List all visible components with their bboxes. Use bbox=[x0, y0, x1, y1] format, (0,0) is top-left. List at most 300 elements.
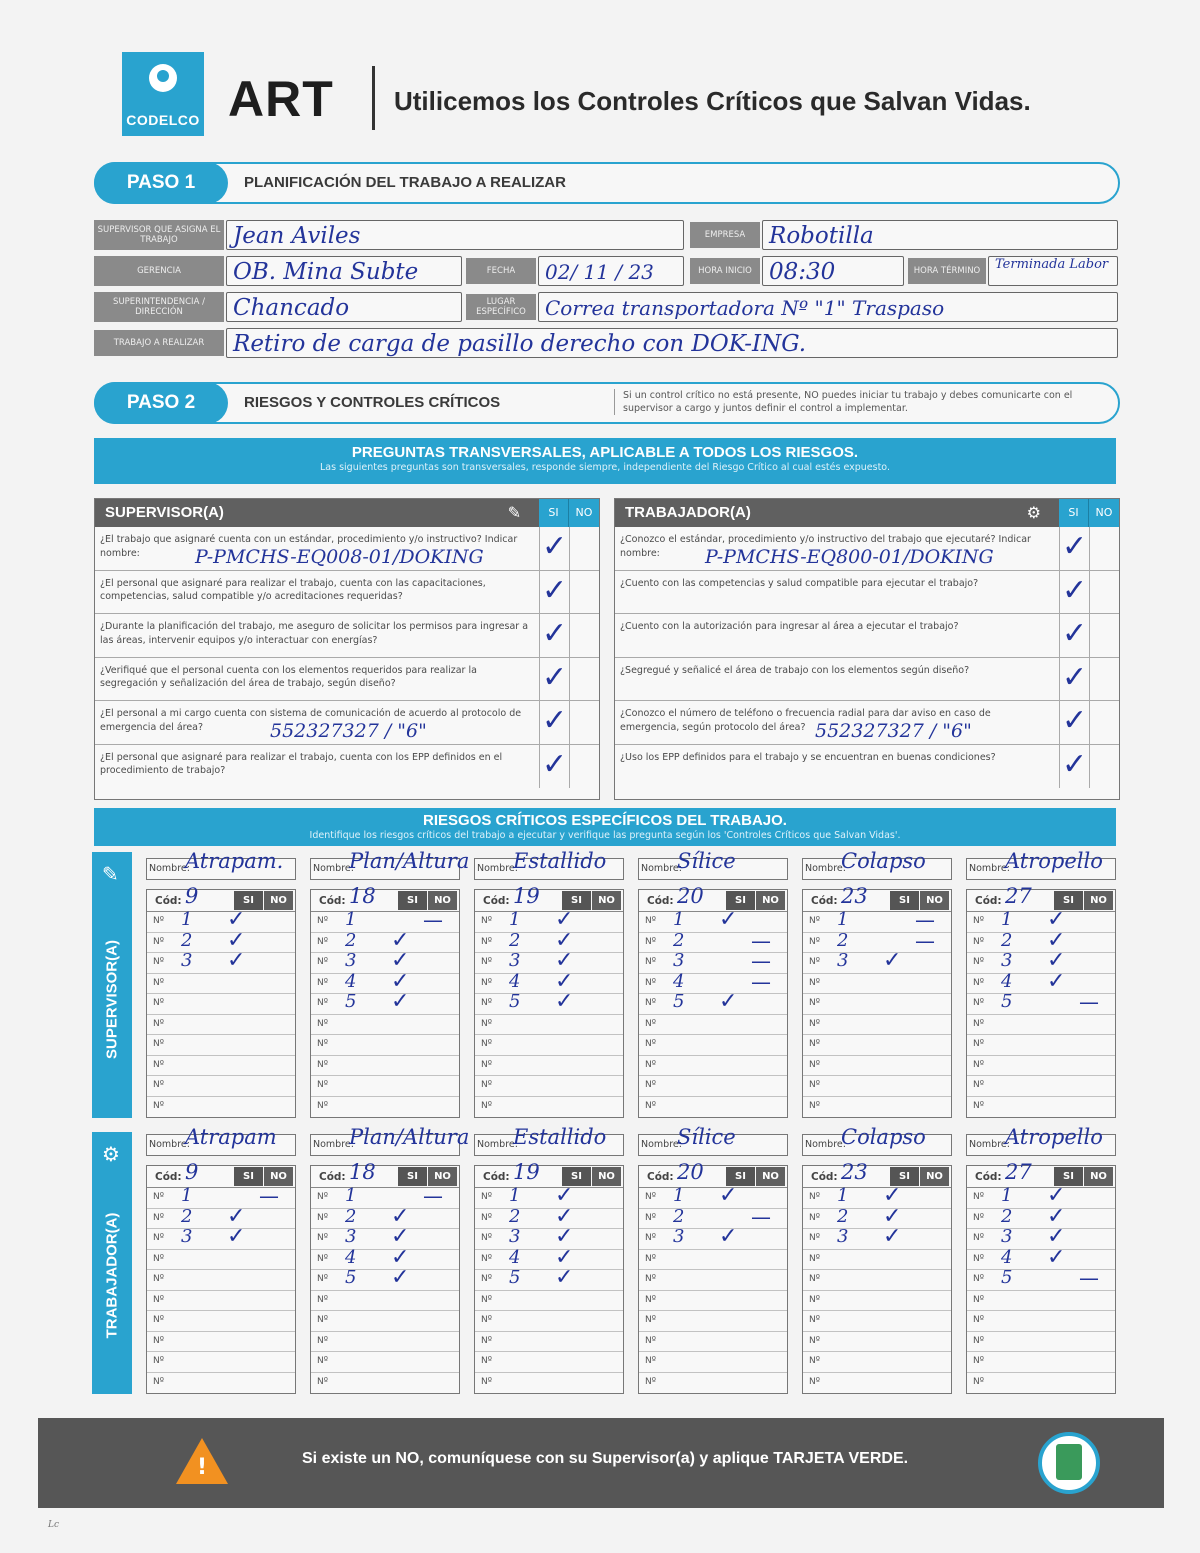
no-column-header: NO bbox=[1089, 499, 1119, 527]
riesgo-row[interactable] bbox=[803, 928, 951, 954]
n-label: Nº bbox=[317, 957, 328, 967]
paso1-header bbox=[94, 162, 1120, 204]
riesgo-row[interactable] bbox=[967, 1373, 1115, 1394]
n-value: 1 bbox=[345, 1185, 357, 1206]
n-label: Nº bbox=[153, 1233, 164, 1243]
paso2-badge: PASO 2 bbox=[94, 382, 228, 424]
riesgo-row[interactable] bbox=[475, 907, 623, 933]
no-column-header: NO bbox=[920, 1167, 949, 1186]
riesgo-row[interactable] bbox=[311, 1097, 459, 1118]
check-mark-icon: ✓ bbox=[391, 1203, 410, 1229]
riesgo-row[interactable] bbox=[803, 1203, 951, 1230]
no-column-header: NO bbox=[756, 1167, 785, 1186]
no-checkbox[interactable] bbox=[569, 527, 599, 570]
question-text: ¿El personal que asignaré para realizar el trabajo, cuenta con las capacitaciones, competencias, salud compatible y/o acreditaciones requeridas? bbox=[100, 577, 486, 602]
riesgo-row[interactable] bbox=[967, 948, 1115, 974]
warning-exclamation: ! bbox=[197, 1455, 208, 1480]
question-text: ¿Verifiqué que el personal cuenta con los elementos requeridos para realizar la segregación y señalización del área de trabajo, según diseño? bbox=[100, 664, 477, 689]
n-label: Nº bbox=[317, 1100, 328, 1111]
check-mark-icon: ✓ bbox=[1062, 703, 1088, 738]
riesgo-row[interactable] bbox=[147, 1015, 295, 1036]
fecha-label: FECHA bbox=[466, 258, 536, 284]
n-label: Nº bbox=[317, 1080, 328, 1090]
riesgo-nombre-field[interactable] bbox=[966, 1125, 1116, 1156]
riesgo-row[interactable] bbox=[147, 1352, 295, 1373]
check-mark-icon: ✓ bbox=[1062, 572, 1088, 608]
riesgo-row[interactable] bbox=[803, 994, 951, 1015]
riesgo-row[interactable] bbox=[639, 989, 787, 1015]
si-checkbox[interactable] bbox=[1059, 571, 1089, 614]
riesgo-row[interactable] bbox=[475, 1332, 623, 1353]
check-mark-icon: ✓ bbox=[719, 1183, 738, 1208]
dash-mark-icon: — bbox=[751, 969, 771, 994]
riesgo-row[interactable] bbox=[475, 1224, 623, 1250]
check-mark-icon: ✓ bbox=[1062, 616, 1088, 651]
riesgo-row[interactable] bbox=[639, 1097, 787, 1118]
n-label: Nº bbox=[317, 1294, 328, 1305]
riesgo-row[interactable] bbox=[967, 907, 1115, 933]
n-label: Nº bbox=[153, 998, 164, 1008]
no-checkbox[interactable] bbox=[1089, 745, 1119, 788]
riesgo-row[interactable] bbox=[967, 1224, 1115, 1250]
n-label: Nº bbox=[153, 1212, 164, 1223]
no-column-header: NO bbox=[756, 891, 785, 910]
n-label: Nº bbox=[809, 1233, 820, 1243]
n-label: Nº bbox=[317, 1059, 328, 1070]
n-label: Nº bbox=[973, 1376, 984, 1387]
cod-label: Cód: bbox=[319, 895, 346, 907]
footer-text: Si existe un NO, comuníquese con su Supervisor(a) y aplique TARJETA VERDE. bbox=[302, 1450, 909, 1467]
check-mark-icon: ✓ bbox=[555, 1244, 574, 1270]
riesgo-row[interactable] bbox=[311, 989, 459, 1015]
riesgo-card bbox=[802, 849, 952, 1118]
n-label: Nº bbox=[973, 977, 984, 988]
riesgo-nombre-field[interactable] bbox=[146, 1125, 296, 1156]
n-value: 3 bbox=[509, 950, 521, 971]
riesgo-nombre-field[interactable] bbox=[802, 849, 952, 880]
check-mark-icon: ✓ bbox=[542, 529, 568, 564]
si-checkbox[interactable] bbox=[1059, 614, 1089, 657]
riesgo-row[interactable] bbox=[311, 1184, 459, 1209]
riesgo-row[interactable] bbox=[803, 974, 951, 995]
riesgo-row[interactable] bbox=[475, 1265, 623, 1291]
empresa-field[interactable] bbox=[762, 220, 1118, 250]
cod-label: Cód: bbox=[975, 895, 1002, 907]
riesgo-nombre-value: Estallido bbox=[513, 1125, 607, 1149]
riesgo-row[interactable] bbox=[311, 908, 459, 933]
n-label: Nº bbox=[973, 1335, 984, 1346]
riesgo-row[interactable] bbox=[311, 1373, 459, 1394]
riesgo-row[interactable] bbox=[967, 1332, 1115, 1353]
n-label: Nº bbox=[317, 998, 328, 1008]
riesgo-nombre-field[interactable] bbox=[474, 849, 624, 880]
riesgo-row[interactable] bbox=[803, 1183, 951, 1209]
riesgo-row[interactable] bbox=[803, 1056, 951, 1077]
nombre-label: Nombre: bbox=[969, 863, 1010, 874]
riesgo-row[interactable] bbox=[147, 1097, 295, 1118]
no-checkbox[interactable] bbox=[1089, 614, 1119, 657]
riesgo-row[interactable] bbox=[147, 907, 295, 933]
si-checkbox[interactable] bbox=[539, 701, 569, 744]
riesgo-nombre-field[interactable] bbox=[310, 849, 470, 880]
riesgos-title: RIESGOS CRÍTICOS ESPECÍFICOS DEL TRABAJO. bbox=[423, 812, 787, 829]
riesgo-row[interactable] bbox=[639, 1332, 787, 1353]
n-label: Nº bbox=[645, 1274, 656, 1284]
no-checkbox[interactable] bbox=[1089, 571, 1119, 614]
riesgo-row[interactable] bbox=[147, 1076, 295, 1097]
no-column-header: NO bbox=[569, 499, 599, 527]
riesgo-row[interactable] bbox=[639, 1352, 787, 1373]
no-checkbox[interactable] bbox=[569, 701, 599, 744]
n-value: 3 bbox=[1001, 950, 1013, 971]
riesgo-row[interactable] bbox=[475, 1373, 623, 1394]
n-label: Nº bbox=[973, 1294, 984, 1305]
riesgo-row[interactable] bbox=[639, 1250, 787, 1271]
riesgo-row[interactable] bbox=[475, 948, 623, 974]
n-value: 4 bbox=[1001, 970, 1013, 992]
riesgo-row[interactable] bbox=[147, 927, 295, 954]
no-checkbox[interactable] bbox=[569, 614, 599, 657]
si-column-header: SI bbox=[234, 891, 263, 910]
riesgo-row[interactable] bbox=[147, 1373, 295, 1394]
cod-value: 19 bbox=[513, 1160, 540, 1184]
riesgo-nombre-field[interactable] bbox=[638, 1125, 788, 1156]
riesgo-row[interactable] bbox=[147, 994, 295, 1015]
codelco-logo bbox=[122, 52, 204, 136]
question-answer[interactable]: P-PMCHS-EQ008-01/DOKING bbox=[195, 546, 484, 568]
supervisor-questions-table bbox=[94, 498, 600, 800]
n-label: Nº bbox=[481, 1080, 492, 1090]
riesgo-row[interactable] bbox=[311, 927, 459, 954]
riesgo-row[interactable] bbox=[475, 1076, 623, 1097]
riesgo-row[interactable] bbox=[639, 1035, 787, 1056]
trabajador-table-header bbox=[615, 499, 1119, 527]
question-answer[interactable]: 552327327 / "6" bbox=[270, 720, 427, 742]
riesgo-row[interactable] bbox=[475, 1352, 623, 1373]
riesgo-row[interactable] bbox=[803, 1250, 951, 1271]
riesgo-row[interactable] bbox=[311, 1332, 459, 1353]
question-answer[interactable]: P-PMCHS-EQ800-01/DOKING bbox=[705, 546, 994, 568]
riesgo-row[interactable] bbox=[147, 1270, 295, 1291]
riesgo-row[interactable] bbox=[967, 1076, 1115, 1097]
n-label: Nº bbox=[645, 957, 656, 967]
riesgo-row[interactable] bbox=[967, 1266, 1115, 1291]
n-label: Nº bbox=[809, 1253, 820, 1264]
n-label: Nº bbox=[481, 936, 492, 947]
n-label: Nº bbox=[481, 1335, 492, 1346]
riesgo-grid-header bbox=[639, 1160, 787, 1188]
riesgo-row[interactable] bbox=[475, 1097, 623, 1118]
dash-mark-icon: — bbox=[423, 1184, 443, 1208]
riesgo-row[interactable] bbox=[967, 1291, 1115, 1312]
nombre-label: Nombre: bbox=[641, 1139, 682, 1150]
si-checkbox[interactable] bbox=[539, 571, 569, 614]
si-checkbox[interactable] bbox=[539, 658, 569, 701]
si-checkbox[interactable] bbox=[1059, 527, 1089, 570]
riesgo-grid bbox=[146, 1160, 296, 1394]
no-checkbox[interactable] bbox=[1089, 527, 1119, 570]
riesgo-row[interactable] bbox=[311, 1224, 459, 1250]
si-column-header: SI bbox=[1054, 1167, 1083, 1186]
riesgo-row[interactable] bbox=[803, 1015, 951, 1036]
n-label: Nº bbox=[645, 1253, 656, 1264]
question-row bbox=[95, 745, 599, 789]
riesgo-row[interactable] bbox=[147, 1035, 295, 1056]
riesgo-row[interactable] bbox=[311, 1244, 459, 1271]
n-label: Nº bbox=[809, 1294, 820, 1305]
riesgo-grid bbox=[802, 1160, 952, 1394]
n-label: Nº bbox=[809, 1356, 820, 1366]
riesgo-nombre-field[interactable] bbox=[310, 1125, 470, 1156]
check-mark-icon: ✓ bbox=[555, 927, 574, 953]
si-checkbox[interactable] bbox=[1059, 701, 1089, 744]
riesgo-row[interactable] bbox=[311, 1035, 459, 1056]
riesgo-row[interactable] bbox=[475, 1183, 623, 1209]
fecha-field[interactable] bbox=[538, 256, 684, 286]
trabajo-field[interactable] bbox=[226, 328, 1118, 358]
si-checkbox[interactable] bbox=[1059, 658, 1089, 701]
n-label: Nº bbox=[973, 1192, 984, 1202]
riesgo-grid-header bbox=[475, 1160, 623, 1188]
supervisor-value: Jean Aviles bbox=[233, 223, 361, 249]
riesgo-card bbox=[966, 1125, 1116, 1394]
gerencia-field[interactable] bbox=[226, 256, 462, 286]
hora-termino-field[interactable] bbox=[988, 256, 1118, 286]
riesgo-row[interactable] bbox=[311, 1203, 459, 1230]
riesgo-row[interactable] bbox=[311, 1265, 459, 1291]
riesgo-row[interactable] bbox=[967, 1352, 1115, 1373]
nombre-label: Nombre: bbox=[969, 1139, 1010, 1150]
n-value: 3 bbox=[509, 1226, 521, 1247]
riesgo-row[interactable] bbox=[475, 968, 623, 995]
riesgo-row[interactable] bbox=[803, 948, 951, 974]
riesgo-row[interactable] bbox=[311, 1076, 459, 1097]
riesgo-row[interactable] bbox=[803, 1097, 951, 1118]
question-text: ¿Durante la planificación del trabajo, me aseguro de solicitar los permisos para ingresar a las áreas, intervenir equipos y/o interactuar con energías? bbox=[100, 621, 529, 646]
no-checkbox[interactable] bbox=[569, 571, 599, 614]
n-label: Nº bbox=[481, 998, 492, 1008]
riesgo-row[interactable] bbox=[311, 968, 459, 995]
nombre-label: Nombre: bbox=[641, 863, 682, 874]
riesgo-row[interactable] bbox=[639, 1204, 787, 1230]
supervisor-field[interactable] bbox=[226, 220, 684, 250]
riesgo-row[interactable] bbox=[311, 1352, 459, 1373]
riesgo-row[interactable] bbox=[147, 1311, 295, 1332]
check-mark-icon: ✓ bbox=[555, 968, 574, 994]
riesgo-row[interactable] bbox=[475, 1244, 623, 1271]
riesgo-grid bbox=[802, 884, 952, 1118]
riesgo-row[interactable] bbox=[147, 1184, 295, 1209]
riesgo-row[interactable] bbox=[311, 1311, 459, 1332]
riesgo-row[interactable] bbox=[311, 1056, 459, 1077]
riesgo-row[interactable] bbox=[147, 974, 295, 995]
no-checkbox[interactable] bbox=[1089, 701, 1119, 744]
riesgo-nombre-field[interactable] bbox=[966, 849, 1116, 880]
riesgo-row[interactable] bbox=[967, 1035, 1115, 1056]
no-column-header: NO bbox=[428, 891, 457, 910]
riesgo-row[interactable] bbox=[967, 1015, 1115, 1036]
riesgo-row[interactable] bbox=[803, 1270, 951, 1291]
n-value: 1 bbox=[181, 909, 193, 930]
riesgo-row[interactable] bbox=[639, 1224, 787, 1250]
check-mark-icon: ✓ bbox=[555, 948, 574, 973]
n-value: 3 bbox=[181, 950, 193, 971]
n-label: Nº bbox=[973, 957, 984, 967]
si-checkbox[interactable] bbox=[539, 614, 569, 657]
riesgo-row[interactable] bbox=[803, 1352, 951, 1373]
check-mark-icon: ✓ bbox=[883, 1224, 902, 1249]
riesgo-row[interactable] bbox=[311, 1015, 459, 1036]
riesgo-row[interactable] bbox=[803, 1332, 951, 1353]
riesgo-row[interactable] bbox=[803, 1311, 951, 1332]
riesgo-row[interactable] bbox=[967, 1056, 1115, 1077]
riesgo-row[interactable] bbox=[475, 1203, 623, 1230]
gear-icon: ⚙ bbox=[1026, 503, 1041, 522]
si-column-header: SI bbox=[234, 1167, 263, 1186]
riesgo-row[interactable] bbox=[803, 1291, 951, 1312]
check-mark-icon: ✓ bbox=[391, 1265, 410, 1290]
riesgo-row[interactable] bbox=[311, 948, 459, 974]
cod-value: 23 bbox=[841, 1160, 868, 1184]
riesgo-row[interactable] bbox=[147, 1203, 295, 1230]
riesgo-row[interactable] bbox=[147, 1250, 295, 1271]
n-value: 3 bbox=[837, 1226, 849, 1247]
check-mark-icon: ✓ bbox=[1047, 1183, 1066, 1208]
cod-label: Cód: bbox=[319, 1171, 346, 1183]
no-column-header: NO bbox=[1084, 1167, 1113, 1186]
no-column-header: NO bbox=[592, 1167, 621, 1186]
dash-mark-icon: — bbox=[751, 928, 771, 953]
riesgo-row[interactable] bbox=[803, 1373, 951, 1394]
superintendencia-field[interactable] bbox=[226, 292, 462, 322]
no-column-header: NO bbox=[264, 1167, 293, 1186]
riesgo-row[interactable] bbox=[967, 990, 1115, 1015]
riesgo-row[interactable] bbox=[475, 989, 623, 1015]
riesgo-row[interactable] bbox=[147, 1224, 295, 1250]
riesgo-row[interactable] bbox=[475, 1015, 623, 1036]
riesgo-row[interactable] bbox=[639, 969, 787, 995]
question-text: ¿Conozco el número de teléfono o frecuencia radial para dar aviso en caso de emergencia, según protocolo del área? bbox=[620, 708, 991, 733]
riesgo-grid bbox=[966, 1160, 1116, 1394]
riesgo-row[interactable] bbox=[147, 1056, 295, 1077]
question-row bbox=[615, 701, 1119, 745]
n-label: Nº bbox=[645, 1059, 656, 1070]
gerencia-label: GERENCIA bbox=[94, 256, 224, 286]
riesgo-row[interactable] bbox=[967, 1311, 1115, 1332]
riesgo-row[interactable] bbox=[639, 1311, 787, 1332]
no-checkbox[interactable] bbox=[1089, 658, 1119, 701]
riesgo-grid bbox=[966, 884, 1116, 1118]
n-value: 5 bbox=[673, 991, 685, 1012]
riesgo-nombre-field[interactable] bbox=[638, 849, 788, 880]
question-row bbox=[615, 658, 1119, 702]
riesgo-row[interactable] bbox=[967, 927, 1115, 954]
n-value: 2 bbox=[181, 929, 193, 951]
hora-inicio-label: HORA INICIO bbox=[690, 258, 760, 284]
question-row bbox=[615, 745, 1119, 789]
n-value: 3 bbox=[345, 950, 357, 971]
riesgo-row[interactable] bbox=[639, 1015, 787, 1036]
form-title: ART bbox=[228, 71, 334, 127]
riesgo-row[interactable] bbox=[803, 1035, 951, 1056]
question-text: ¿Segregué y señalicé el área de trabajo con los elementos según diseño? bbox=[620, 664, 970, 676]
n-label: Nº bbox=[481, 1039, 492, 1049]
riesgo-row[interactable] bbox=[639, 1291, 787, 1312]
n-label: Nº bbox=[645, 1315, 656, 1325]
riesgo-row[interactable] bbox=[803, 1224, 951, 1250]
n-value: 2 bbox=[837, 1205, 849, 1227]
riesgo-row[interactable] bbox=[475, 1291, 623, 1312]
si-checkbox[interactable] bbox=[539, 745, 569, 788]
riesgo-row[interactable] bbox=[967, 1097, 1115, 1118]
n-label: Nº bbox=[153, 1376, 164, 1387]
question-answer[interactable]: 552327327 / "6" bbox=[815, 720, 972, 742]
riesgo-row[interactable] bbox=[967, 1183, 1115, 1209]
question-text: ¿Cuento con la autorización para ingresar al área a ejecutar el trabajo? bbox=[620, 621, 959, 632]
question-row bbox=[95, 527, 599, 571]
n-label: Nº bbox=[317, 1274, 328, 1284]
riesgo-row[interactable] bbox=[147, 1332, 295, 1353]
riesgo-row[interactable] bbox=[475, 927, 623, 954]
riesgo-card bbox=[638, 1125, 788, 1394]
hora-termino-value: Terminada Labor bbox=[995, 257, 1109, 272]
riesgo-row[interactable] bbox=[475, 1035, 623, 1056]
riesgo-row[interactable] bbox=[475, 1311, 623, 1332]
riesgo-nombre-value: Atrapam bbox=[185, 1125, 277, 1149]
supervisor-sidebar-label: SUPERVISOR(A) bbox=[103, 940, 121, 1059]
riesgo-row[interactable] bbox=[803, 1076, 951, 1097]
riesgo-row[interactable] bbox=[639, 1056, 787, 1077]
riesgo-nombre-field[interactable] bbox=[802, 1125, 952, 1156]
n-label: Nº bbox=[317, 1376, 328, 1387]
n-value: 1 bbox=[1001, 909, 1013, 930]
n-value: 2 bbox=[345, 1205, 357, 1227]
riesgo-row[interactable] bbox=[967, 1203, 1115, 1230]
check-mark-icon: ✓ bbox=[883, 948, 902, 973]
riesgo-row[interactable] bbox=[639, 1076, 787, 1097]
riesgo-nombre-field[interactable] bbox=[474, 1125, 624, 1156]
riesgos-banner bbox=[94, 808, 1116, 846]
riesgo-card bbox=[966, 849, 1116, 1118]
riesgo-row[interactable] bbox=[639, 1270, 787, 1291]
dash-mark-icon: — bbox=[915, 908, 935, 932]
n-label: Nº bbox=[481, 1274, 492, 1284]
si-checkbox[interactable] bbox=[1059, 745, 1089, 788]
n-label: Nº bbox=[153, 916, 164, 926]
n-label: Nº bbox=[317, 1233, 328, 1243]
hora-inicio-field[interactable] bbox=[762, 256, 904, 286]
dash-mark-icon: — bbox=[1079, 990, 1099, 1014]
riesgo-row[interactable] bbox=[147, 948, 295, 974]
check-mark-icon: ✓ bbox=[719, 989, 738, 1014]
riesgo-row[interactable] bbox=[475, 1056, 623, 1077]
no-checkbox[interactable] bbox=[569, 658, 599, 701]
riesgo-row[interactable] bbox=[147, 1291, 295, 1312]
no-column-header: NO bbox=[592, 891, 621, 910]
n-label: Nº bbox=[645, 1233, 656, 1243]
n-label: Nº bbox=[317, 1315, 328, 1325]
riesgo-row[interactable] bbox=[639, 1373, 787, 1394]
si-checkbox[interactable] bbox=[539, 527, 569, 570]
riesgo-nombre-field[interactable] bbox=[146, 849, 296, 880]
lugar-field[interactable] bbox=[538, 292, 1118, 322]
n-value: 1 bbox=[181, 1185, 193, 1206]
riesgo-row[interactable] bbox=[311, 1291, 459, 1312]
no-checkbox[interactable] bbox=[569, 745, 599, 788]
no-column-header: NO bbox=[264, 891, 293, 910]
check-mark-icon: ✓ bbox=[391, 948, 410, 973]
n-label: Nº bbox=[645, 1376, 656, 1387]
